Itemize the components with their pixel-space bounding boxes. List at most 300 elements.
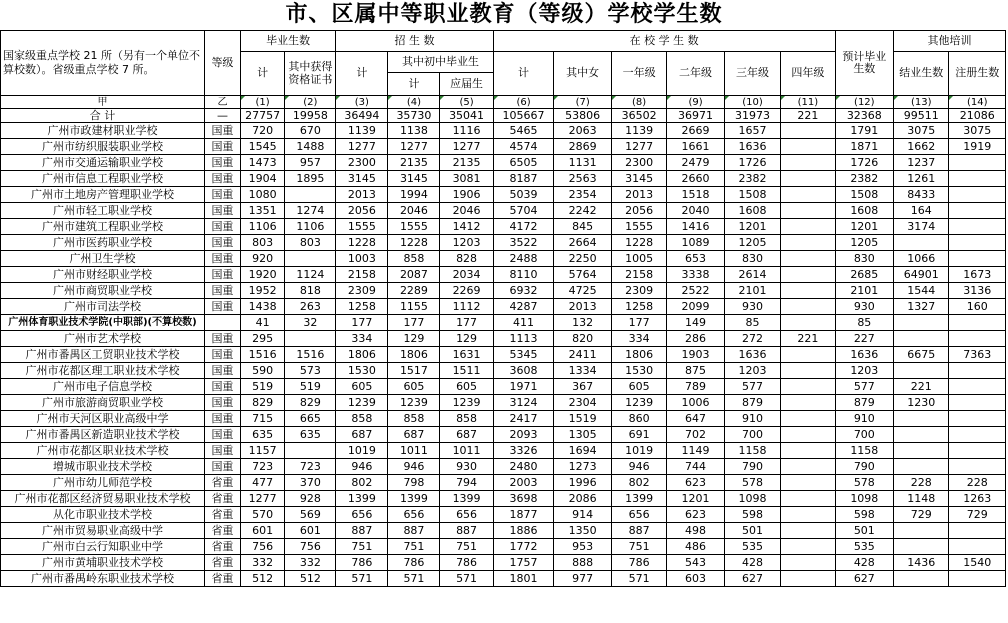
school-cell-value: 1996 xyxy=(554,475,612,491)
school-cell-value: 370 xyxy=(285,475,336,491)
school-cell-value: 786 xyxy=(336,555,388,571)
school-cell-value xyxy=(949,571,1006,587)
school-cell-value: 2046 xyxy=(440,203,493,219)
school-cell-value xyxy=(781,491,835,507)
school-cell-name: 广州市政建材职业学校 xyxy=(1,123,205,139)
school-cell-value: 627 xyxy=(724,571,780,587)
school-cell-value: 656 xyxy=(611,507,666,523)
school-cell-value: 85 xyxy=(835,315,894,331)
school-cell-value: 5704 xyxy=(493,203,554,219)
school-cell-value: 1273 xyxy=(554,459,612,475)
index-cell-value: (13) xyxy=(894,96,949,109)
school-cell-value xyxy=(949,171,1006,187)
school-cell-name: 广州市花都区职业技术学校 xyxy=(1,443,205,459)
school-cell-value xyxy=(781,203,835,219)
school-cell-value: 887 xyxy=(440,523,493,539)
school-cell-value: 571 xyxy=(440,571,493,587)
table-row xyxy=(1,251,1006,267)
school-cell-value: 272 xyxy=(724,331,780,347)
school-cell-value: 977 xyxy=(554,571,612,587)
school-cell-value: 656 xyxy=(336,507,388,523)
school-cell-value: 1662 xyxy=(894,139,949,155)
school-cell-value: 1327 xyxy=(894,299,949,315)
school-cell-value: 1806 xyxy=(336,347,388,363)
school-cell-name: 广州市商贸职业学校 xyxy=(1,283,205,299)
school-cell-value: 577 xyxy=(835,379,894,395)
school-cell-value: 2101 xyxy=(724,283,780,299)
school-cell-value: 1906 xyxy=(440,187,493,203)
school-cell-value: 744 xyxy=(667,459,725,475)
school-cell-value xyxy=(894,411,949,427)
school-cell-value xyxy=(781,459,835,475)
school-cell-value xyxy=(285,187,336,203)
school-cell-value: 477 xyxy=(240,475,284,491)
index-cell-value: (2) xyxy=(285,96,336,109)
school-cell-name: 广州市白云行知职业中学 xyxy=(1,539,205,555)
school-cell-value: 598 xyxy=(724,507,780,523)
table-row xyxy=(1,395,1006,411)
school-cell-value: 1540 xyxy=(949,555,1006,571)
school-cell-value: 2013 xyxy=(336,187,388,203)
school-cell-value xyxy=(781,219,835,235)
table-row xyxy=(1,459,1006,475)
school-cell-name: 广州市贸易职业高级中学 xyxy=(1,523,205,539)
school-cell-value: 2087 xyxy=(388,267,440,283)
school-cell-value: 512 xyxy=(240,571,284,587)
school-cell-value: 571 xyxy=(336,571,388,587)
school-cell-value: 1351 xyxy=(240,203,284,219)
school-cell-value: 700 xyxy=(724,427,780,443)
school-cell-value: 1555 xyxy=(336,219,388,235)
student-statistics-table xyxy=(0,30,1006,587)
school-cell-value: 605 xyxy=(440,379,493,395)
header-enroll-total: 计 xyxy=(336,52,388,96)
school-cell-value: 2563 xyxy=(554,171,612,187)
school-cell-value: 573 xyxy=(285,363,336,379)
school-cell-value: 1473 xyxy=(240,155,284,171)
school-cell-value: 129 xyxy=(440,331,493,347)
total-cell-value: 19958 xyxy=(285,109,336,123)
index-cell-value: (12) xyxy=(835,96,894,109)
school-cell-level: 国重 xyxy=(205,299,241,315)
school-cell-name: 广州市艺术学校 xyxy=(1,331,205,347)
school-cell-value xyxy=(781,347,835,363)
header-other-reg: 注册生数 xyxy=(949,52,1006,96)
school-cell-value: 578 xyxy=(724,475,780,491)
school-cell-value: 590 xyxy=(240,363,284,379)
school-cell-value: 1904 xyxy=(240,171,284,187)
school-cell-value xyxy=(949,203,1006,219)
table-row xyxy=(1,267,1006,283)
school-cell-value: 751 xyxy=(388,539,440,555)
header-grad-total: 计 xyxy=(240,52,284,96)
total-cell-value: 35730 xyxy=(388,109,440,123)
index-cell-value: (11) xyxy=(781,96,835,109)
table-row xyxy=(1,331,1006,347)
school-cell-value: 1871 xyxy=(835,139,894,155)
school-cell-value xyxy=(781,171,835,187)
table-row xyxy=(1,203,1006,219)
header-enroll: 招 生 数 xyxy=(336,31,493,52)
school-cell-value: 700 xyxy=(835,427,894,443)
table-row xyxy=(1,315,1006,331)
school-cell-value: 41 xyxy=(240,315,284,331)
school-cell-value: 8187 xyxy=(493,171,554,187)
school-cell-value: 2003 xyxy=(493,475,554,491)
school-cell-value: 1274 xyxy=(285,203,336,219)
table-row xyxy=(1,347,1006,363)
total-cell-name: 合 计 xyxy=(1,109,205,123)
school-cell-value: 1608 xyxy=(724,203,780,219)
header-grade1: 一年级 xyxy=(611,52,666,96)
table-row xyxy=(1,491,1006,507)
school-cell-value: 1228 xyxy=(611,235,666,251)
index-cell-value: (9) xyxy=(667,96,725,109)
school-cell-value: 3174 xyxy=(894,219,949,235)
school-cell-value: 830 xyxy=(724,251,780,267)
school-cell-value xyxy=(781,299,835,315)
school-cell-value: 486 xyxy=(667,539,725,555)
school-cell-value: 1201 xyxy=(724,219,780,235)
school-cell-value: 1399 xyxy=(388,491,440,507)
school-cell-level: 国重 xyxy=(205,347,241,363)
school-cell-value: 1277 xyxy=(611,139,666,155)
index-cell-level: 乙 xyxy=(205,96,241,109)
school-cell-value: 930 xyxy=(835,299,894,315)
table-row xyxy=(1,283,1006,299)
school-cell-value: 1545 xyxy=(240,139,284,155)
school-cell-value: 1636 xyxy=(835,347,894,363)
school-cell-value: 756 xyxy=(285,539,336,555)
school-cell-name: 广州市黄埔职业技术学校 xyxy=(1,555,205,571)
school-cell-value: 1305 xyxy=(554,427,612,443)
school-cell-level: 国重 xyxy=(205,283,241,299)
total-cell-value: 36502 xyxy=(611,109,666,123)
school-cell-value: 946 xyxy=(388,459,440,475)
school-cell-value: 132 xyxy=(554,315,612,331)
school-cell-value: 2034 xyxy=(440,267,493,283)
school-cell-value xyxy=(781,283,835,299)
header-in-female: 其中女 xyxy=(554,52,612,96)
school-cell-level: 国重 xyxy=(205,459,241,475)
school-cell-value: 570 xyxy=(240,507,284,523)
school-cell-level: 国重 xyxy=(205,187,241,203)
school-cell-value: 6505 xyxy=(493,155,554,171)
school-cell-level: 国重 xyxy=(205,363,241,379)
school-cell-value: 1019 xyxy=(611,443,666,459)
school-cell-value: 702 xyxy=(667,427,725,443)
school-cell-value: 3075 xyxy=(894,123,949,139)
school-cell-value: 129 xyxy=(388,331,440,347)
school-cell-value: 1239 xyxy=(440,395,493,411)
school-cell-value: 879 xyxy=(835,395,894,411)
school-cell-level: 国重 xyxy=(205,123,241,139)
school-cell-value: 1106 xyxy=(285,219,336,235)
school-cell-value: 228 xyxy=(949,475,1006,491)
school-cell-value: 2382 xyxy=(835,171,894,187)
school-cell-value: 1791 xyxy=(835,123,894,139)
school-cell-value: 790 xyxy=(724,459,780,475)
school-cell-value xyxy=(781,523,835,539)
school-cell-value: 1263 xyxy=(949,491,1006,507)
school-cell-value: 605 xyxy=(336,379,388,395)
school-cell-value: 858 xyxy=(440,411,493,427)
table-row xyxy=(1,187,1006,203)
school-cell-value: 2669 xyxy=(667,123,725,139)
school-cell-value: 2304 xyxy=(554,395,612,411)
school-cell-value: 1508 xyxy=(835,187,894,203)
index-cell-value: (5) xyxy=(440,96,493,109)
school-cell-value: 1228 xyxy=(336,235,388,251)
school-cell-value: 2250 xyxy=(554,251,612,267)
school-cell-value xyxy=(949,523,1006,539)
school-cell-value xyxy=(781,427,835,443)
table-row xyxy=(1,219,1006,235)
school-cell-value: 887 xyxy=(336,523,388,539)
school-cell-value xyxy=(894,539,949,555)
school-cell-value: 1399 xyxy=(611,491,666,507)
school-cell-value: 2056 xyxy=(336,203,388,219)
school-cell-value: 1237 xyxy=(894,155,949,171)
school-cell-value: 2086 xyxy=(554,491,612,507)
school-cell-value: 930 xyxy=(440,459,493,475)
school-cell-value: 263 xyxy=(285,299,336,315)
school-cell-value: 428 xyxy=(835,555,894,571)
school-cell-value: 367 xyxy=(554,379,612,395)
school-cell-value: 1228 xyxy=(388,235,440,251)
school-cell-value: 1158 xyxy=(835,443,894,459)
school-cell-value: 2309 xyxy=(336,283,388,299)
school-cell-value: 1608 xyxy=(835,203,894,219)
school-cell-value: 1636 xyxy=(724,139,780,155)
school-cell-value: 829 xyxy=(240,395,284,411)
school-cell-level: 省重 xyxy=(205,475,241,491)
school-cell-value: 2488 xyxy=(493,251,554,267)
school-cell-value: 1203 xyxy=(835,363,894,379)
school-cell-name: 广州市医药职业学校 xyxy=(1,235,205,251)
school-cell-value: 286 xyxy=(667,331,725,347)
school-cell-value xyxy=(949,251,1006,267)
school-cell-value: 227 xyxy=(835,331,894,347)
school-cell-value xyxy=(949,539,1006,555)
school-cell-name: 广州市幼儿师范学校 xyxy=(1,475,205,491)
school-cell-value: 1155 xyxy=(388,299,440,315)
school-cell-value: 715 xyxy=(240,411,284,427)
school-cell-value xyxy=(781,155,835,171)
school-cell-value xyxy=(949,235,1006,251)
header-graduates: 毕业生数 xyxy=(240,31,335,52)
school-cell-value: 803 xyxy=(285,235,336,251)
school-cell-value: 2660 xyxy=(667,171,725,187)
school-cell-value xyxy=(781,475,835,491)
school-cell-value: 1201 xyxy=(835,219,894,235)
total-cell-value: 27757 xyxy=(240,109,284,123)
school-cell-value: 1726 xyxy=(724,155,780,171)
school-cell-value: 920 xyxy=(240,251,284,267)
total-cell-value: 31973 xyxy=(724,109,780,123)
school-cell-value: 177 xyxy=(336,315,388,331)
school-cell-name: 广州市交通运输职业学校 xyxy=(1,155,205,171)
school-cell-value: 1555 xyxy=(611,219,666,235)
school-cell-value: 1230 xyxy=(894,395,949,411)
school-cell-value xyxy=(781,507,835,523)
school-cell-value: 1661 xyxy=(667,139,725,155)
school-cell-value: 32 xyxy=(285,315,336,331)
school-cell-value: 571 xyxy=(388,571,440,587)
school-cell-value: 3124 xyxy=(493,395,554,411)
school-cell-value: 687 xyxy=(388,427,440,443)
school-cell-value: 1530 xyxy=(611,363,666,379)
school-cell-value: 2135 xyxy=(440,155,493,171)
school-cell-value xyxy=(781,571,835,587)
school-cell-value: 1148 xyxy=(894,491,949,507)
table-row xyxy=(1,155,1006,171)
total-cell-value: 36494 xyxy=(336,109,388,123)
school-cell-value: 623 xyxy=(667,475,725,491)
school-cell-value: 858 xyxy=(336,411,388,427)
school-cell-value xyxy=(285,331,336,347)
school-cell-value: 1903 xyxy=(667,347,725,363)
school-cell-name: 广州市旅游商贸职业学校 xyxy=(1,395,205,411)
table-row xyxy=(1,555,1006,571)
school-cell-value: 2040 xyxy=(667,203,725,219)
school-cell-value: 1089 xyxy=(667,235,725,251)
school-cell-value: 8110 xyxy=(493,267,554,283)
school-cell-value xyxy=(949,411,1006,427)
school-cell-value: 2480 xyxy=(493,459,554,475)
school-cell-value xyxy=(949,379,1006,395)
table-row xyxy=(1,539,1006,555)
school-cell-value: 1694 xyxy=(554,443,612,459)
school-cell-name: 增城市职业技术学校 xyxy=(1,459,205,475)
school-cell-value: 656 xyxy=(388,507,440,523)
school-cell-value: 1258 xyxy=(611,299,666,315)
school-cell-value: 1657 xyxy=(724,123,780,139)
school-cell-name: 广州市财经职业学校 xyxy=(1,267,205,283)
index-cell-value: (7) xyxy=(554,96,612,109)
school-cell-value: 802 xyxy=(611,475,666,491)
school-cell-level: 国重 xyxy=(205,331,241,347)
school-cell-value: 790 xyxy=(835,459,894,475)
school-cell-value: 6932 xyxy=(493,283,554,299)
school-cell-name: 广州市番禺区工贸职业技术学校 xyxy=(1,347,205,363)
school-cell-value: 8433 xyxy=(894,187,949,203)
school-cell-level: 国重 xyxy=(205,443,241,459)
school-cell-value: 1350 xyxy=(554,523,612,539)
school-cell-value xyxy=(949,219,1006,235)
school-cell-level: 国重 xyxy=(205,411,241,427)
header-enroll-junior-total: 计 xyxy=(388,73,440,96)
school-cell-level: 国重 xyxy=(205,235,241,251)
header-enroll-junior: 其中初中毕业生 xyxy=(388,52,493,73)
school-cell-value: 1239 xyxy=(611,395,666,411)
school-cell-value: 1116 xyxy=(440,123,493,139)
school-cell-value: 1516 xyxy=(285,347,336,363)
school-cell-value: 2099 xyxy=(667,299,725,315)
school-cell-value: 928 xyxy=(285,491,336,507)
school-cell-value: 1005 xyxy=(611,251,666,267)
school-cell-value: 332 xyxy=(285,555,336,571)
school-cell-value: 1011 xyxy=(388,443,440,459)
school-cell-value: 2158 xyxy=(336,267,388,283)
school-cell-value: 2664 xyxy=(554,235,612,251)
school-cell-value: 820 xyxy=(554,331,612,347)
school-cell-value: 4287 xyxy=(493,299,554,315)
school-cell-value: 1806 xyxy=(611,347,666,363)
table-row xyxy=(1,363,1006,379)
total-cell-value: 105667 xyxy=(493,109,554,123)
school-cell-value: 2382 xyxy=(724,171,780,187)
school-cell-value: 687 xyxy=(336,427,388,443)
school-cell-value: 858 xyxy=(388,411,440,427)
index-cell-value: (4) xyxy=(388,96,440,109)
school-cell-value: 789 xyxy=(667,379,725,395)
school-cell-value: 665 xyxy=(285,411,336,427)
school-cell-value: 501 xyxy=(835,523,894,539)
header-expected: 预计毕业生数 xyxy=(835,31,894,96)
school-cell-value: 635 xyxy=(240,427,284,443)
school-cell-value: 2354 xyxy=(554,187,612,203)
school-cell-value: 858 xyxy=(388,251,440,267)
school-cell-value: 3136 xyxy=(949,283,1006,299)
school-cell-value: 1555 xyxy=(388,219,440,235)
school-cell-value: 1971 xyxy=(493,379,554,395)
school-cell-value: 1080 xyxy=(240,187,284,203)
school-cell-value: 543 xyxy=(667,555,725,571)
school-cell-level xyxy=(205,315,241,331)
school-cell-value: 723 xyxy=(285,459,336,475)
school-cell-name: 广州市花都区经济贸易职业技术学校 xyxy=(1,491,205,507)
school-cell-value: 1801 xyxy=(493,571,554,587)
school-cell-value: 1003 xyxy=(336,251,388,267)
index-cell-value: (10) xyxy=(724,96,780,109)
school-cell-value: 720 xyxy=(240,123,284,139)
school-cell-value: 1994 xyxy=(388,187,440,203)
table-row xyxy=(1,427,1006,443)
school-cell-level: 国重 xyxy=(205,267,241,283)
school-cell-value xyxy=(781,267,835,283)
school-cell-value: 786 xyxy=(611,555,666,571)
school-cell-value: 1886 xyxy=(493,523,554,539)
school-cell-value: 577 xyxy=(724,379,780,395)
school-cell-value: 756 xyxy=(240,539,284,555)
school-cell-value: 1416 xyxy=(667,219,725,235)
school-cell-value: 571 xyxy=(611,571,666,587)
school-cell-value xyxy=(949,363,1006,379)
school-cell-value: 2300 xyxy=(336,155,388,171)
school-cell-value: 1726 xyxy=(835,155,894,171)
school-cell-value xyxy=(781,315,835,331)
school-cell-value: 888 xyxy=(554,555,612,571)
school-cell-value: 2522 xyxy=(667,283,725,299)
school-cell-value: 569 xyxy=(285,507,336,523)
index-cell-value: (6) xyxy=(493,96,554,109)
school-cell-value: 786 xyxy=(440,555,493,571)
school-cell-value: 1139 xyxy=(336,123,388,139)
school-cell-level: 国重 xyxy=(205,139,241,155)
school-cell-value: 2046 xyxy=(388,203,440,219)
school-cell-value: 818 xyxy=(285,283,336,299)
school-cell-level: 国重 xyxy=(205,379,241,395)
table-row xyxy=(1,123,1006,139)
school-cell-value: 1239 xyxy=(388,395,440,411)
school-cell-value: 1203 xyxy=(440,235,493,251)
school-cell-value: 1157 xyxy=(240,443,284,459)
table-row xyxy=(1,443,1006,459)
school-cell-value: 5345 xyxy=(493,347,554,363)
school-cell-value: 1139 xyxy=(611,123,666,139)
school-cell-name: 广州体育职业技术学院(中职部)(不算校数) xyxy=(1,315,205,331)
